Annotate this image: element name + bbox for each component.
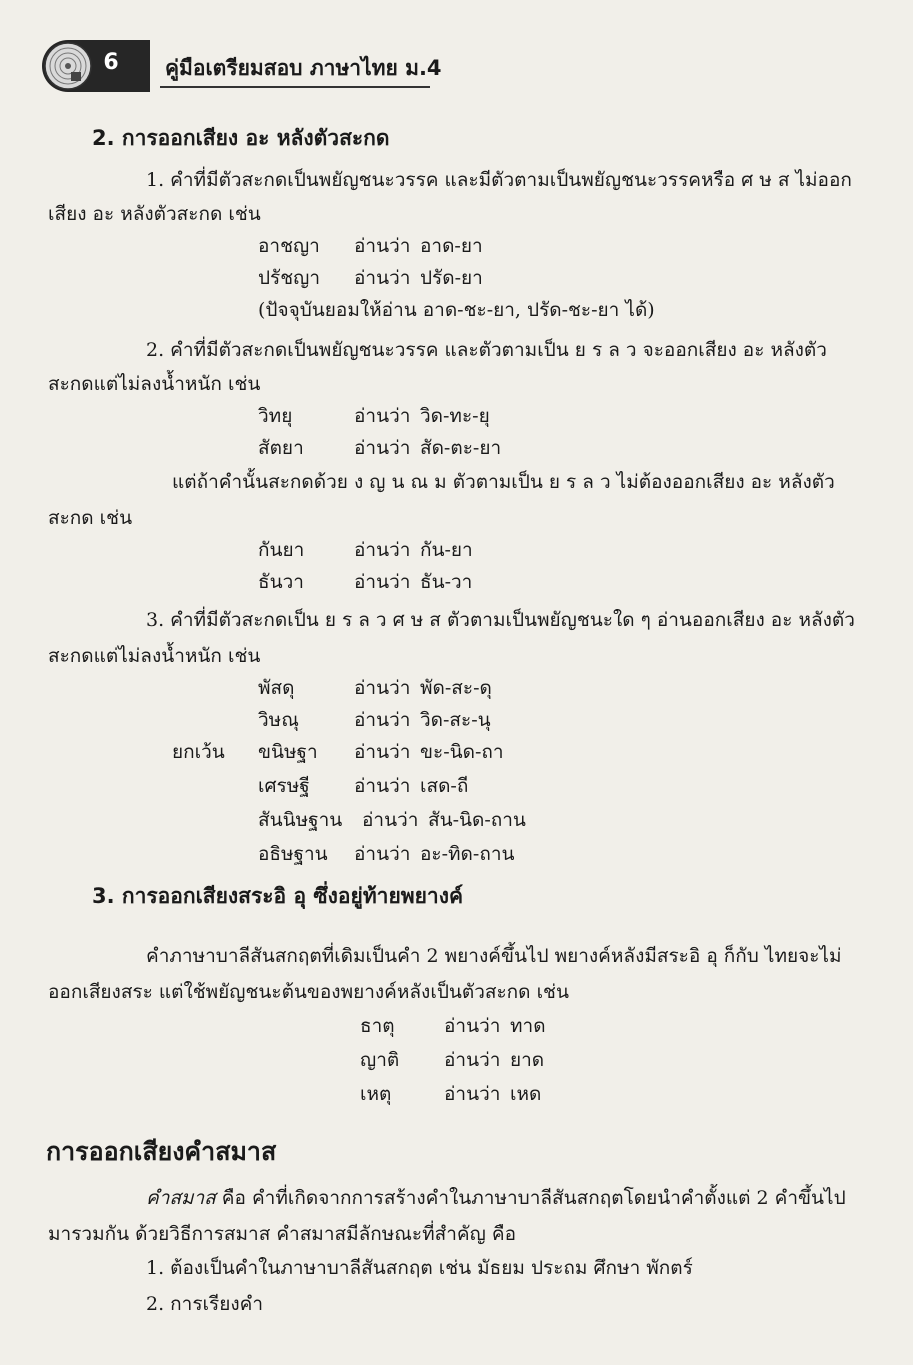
example-row <box>258 234 483 258</box>
example-read: อ่านว่า <box>444 1083 501 1105</box>
section-heading-3: 3. การออกเสียงสระอิ อุ ซึ่งอยู่ท้ายพยางค์ <box>92 884 464 908</box>
example-row <box>360 1082 541 1106</box>
exception-read: อ่านว่า <box>354 775 411 797</box>
rule2-except-line2: สะกด เช่น <box>48 507 133 529</box>
example-row <box>258 570 472 594</box>
example-word: ญาติ <box>360 1049 400 1071</box>
example-pron: ปรัด-ยา <box>420 267 483 289</box>
example-word: เหตุ <box>360 1083 392 1105</box>
exception-word: สันนิษฐาน <box>258 809 343 831</box>
rule2-line1: 2. คำที่มีตัวสะกดเป็นพยัญชนะวรรค และตัวตามเป็น ย ร ล ว จะออกเสียง อะ หลังตัว <box>146 339 827 361</box>
example-pron: วิด-สะ-นุ <box>420 709 491 731</box>
exception-read: อ่านว่า <box>354 741 411 763</box>
disc-logo-icon <box>44 42 92 90</box>
page-number: 6 <box>103 50 119 75</box>
exception-word: เศรษฐี <box>258 775 310 797</box>
example-read: อ่านว่า <box>354 709 411 731</box>
exception-word: อธิษฐาน <box>258 843 328 865</box>
exception-row <box>258 808 526 832</box>
header-rule <box>160 86 430 88</box>
example-word: กันยา <box>258 539 305 561</box>
example-pron: ยาด <box>510 1049 545 1071</box>
compound-term: คำสมาส <box>146 1187 216 1209</box>
example-read: อ่านว่า <box>354 267 411 289</box>
compound-item: 1. ต้องเป็นคำในภาษาบาลีสันสกฤต เช่น มัธยม ประถม ศึกษา พักตร์ <box>146 1257 693 1279</box>
book-title: คู่มือเตรียมสอบ ภาษาไทย ม.4 <box>165 56 442 80</box>
example-word: วิษณุ <box>258 709 299 731</box>
example-pron: ทาด <box>510 1015 546 1037</box>
example-pron: สัด-ตะ-ยา <box>420 437 502 459</box>
example-word: ปรัชญา <box>258 267 321 289</box>
example-read: อ่านว่า <box>354 405 411 427</box>
exception-read: อ่านว่า <box>362 809 419 831</box>
example-read: อ่านว่า <box>354 539 411 561</box>
exception-row <box>258 842 514 866</box>
compound-item: 2. การเรียงคำ <box>146 1293 264 1315</box>
exception-pron: เสด-ถี <box>420 775 469 797</box>
example-row <box>258 266 483 290</box>
compound-def-line1 <box>146 1186 846 1210</box>
example-row <box>258 436 501 460</box>
rule1-note: (ปัจจุบันยอมให้อ่าน อาด-ชะ-ยา, ปรัด-ชะ-ยา ได้) <box>258 299 655 321</box>
rule2-except-line1: แต่ถ้าคำนั้นสะกดด้วย ง ญ น ณ ม ตัวตามเป็น ย ร ล ว ไม่ต้องออกเสียง อะ หลังตัว <box>172 471 835 493</box>
example-word: วิทยุ <box>258 405 293 427</box>
example-read: อ่านว่า <box>354 235 411 257</box>
compound-section-title: การออกเสียงคำสมาส <box>46 1137 277 1166</box>
compound-def-line2: มารวมกัน ด้วยวิธีการสมาส คำสมาสมีลักษณะที่สำคัญ คือ <box>48 1223 516 1245</box>
example-word: ธันวา <box>258 571 304 593</box>
rule3-line2: สะกดแต่ไม่ลงน้ำหนัก เช่น <box>48 645 261 667</box>
example-word: สัตยา <box>258 437 304 459</box>
example-word: ธาตุ <box>360 1015 395 1037</box>
example-pron: วิด-ทะ-ยุ <box>420 405 490 427</box>
example-read: อ่านว่า <box>444 1015 501 1037</box>
exception-read: อ่านว่า <box>354 843 411 865</box>
compound-def: คือ คำที่เกิดจากการสร้างคำในภาษาบาลีสันสกฤตโดยนำคำตั้งแต่ 2 คำขึ้นไป <box>215 1187 846 1209</box>
exception-word: ขนิษฐา <box>258 741 318 763</box>
example-word: พัสดุ <box>258 677 295 699</box>
exception-row <box>258 740 504 764</box>
exception-pron: สัน-นิด-ถาน <box>428 809 526 831</box>
rule1-line2: เสียง อะ หลังตัวสะกด เช่น <box>48 203 261 225</box>
exception-row <box>258 774 468 798</box>
example-row <box>360 1048 544 1072</box>
example-word: อาชญา <box>258 235 320 257</box>
example-read: อ่านว่า <box>444 1049 501 1071</box>
example-pron: เหด <box>510 1083 542 1105</box>
example-row <box>258 708 491 732</box>
example-pron: พัด-สะ-ดุ <box>420 677 492 699</box>
rule2-line2: สะกดแต่ไม่ลงน้ำหนัก เช่น <box>48 373 261 395</box>
except-label: ยกเว้น <box>172 741 225 763</box>
section-heading-2: 2. การออกเสียง อะ หลังตัวสะกด <box>92 126 390 150</box>
example-read: อ่านว่า <box>354 677 411 699</box>
example-pron: อาด-ยา <box>420 235 483 257</box>
example-row <box>258 538 473 562</box>
rule1-line1: 1. คำที่มีตัวสะกดเป็นพยัญชนะวรรค และมีตัวตามเป็นพยัญชนะวรรคหรือ ศ ษ ส ไม่ออก <box>146 169 852 191</box>
example-row <box>258 404 490 428</box>
example-read: อ่านว่า <box>354 437 411 459</box>
example-read: อ่านว่า <box>354 571 411 593</box>
example-pron: กัน-ยา <box>420 539 473 561</box>
section3-line1: คำภาษาบาลีสันสกฤตที่เดิมเป็นคำ 2 พยางค์ขึ้นไป พยางค์หลังมีสระอิ อุ ก็กับ ไทยจะไม่ <box>146 945 842 967</box>
exception-pron: อะ-ทิด-ถาน <box>420 843 515 865</box>
section3-line2: ออกเสียงสระ แต่ใช้พยัญชนะต้นของพยางค์หลังเป็นตัวสะกด เช่น <box>48 981 569 1003</box>
exception-pron: ขะ-นิด-ถา <box>420 741 504 763</box>
example-row <box>258 676 492 700</box>
rule3-line1: 3. คำที่มีตัวสะกดเป็น ย ร ล ว ศ ษ ส ตัวตามเป็นพยัญชนะใด ๆ อ่านออกเสียง อะ หลังตัว <box>146 609 855 631</box>
example-row <box>360 1014 546 1038</box>
example-pron: ธัน-วา <box>420 571 473 593</box>
